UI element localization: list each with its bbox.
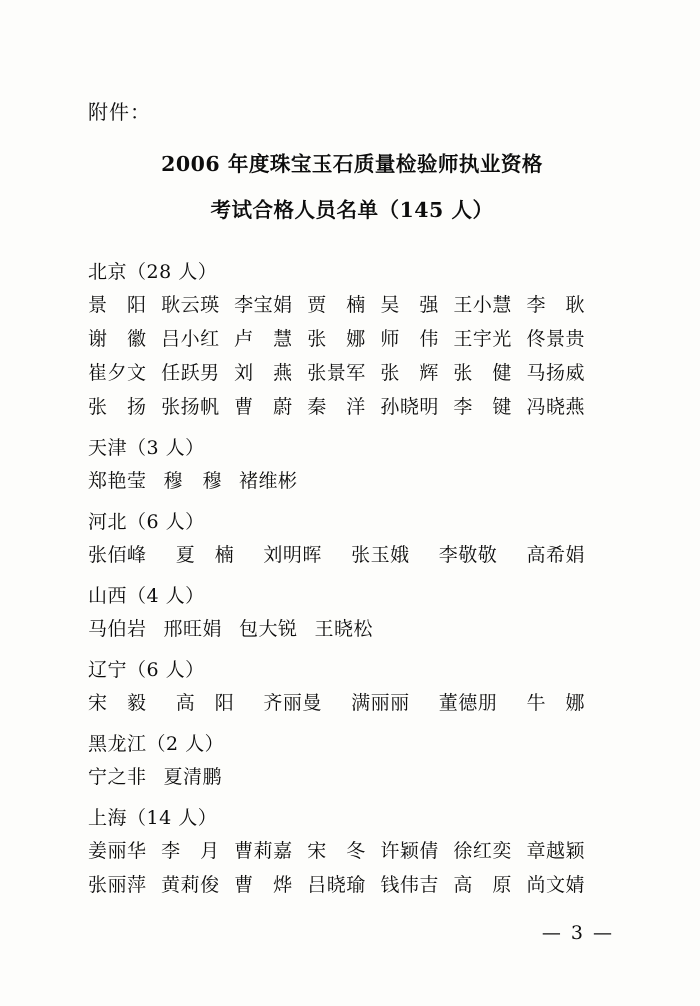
person-name: 宋 毅 [88, 692, 147, 714]
person-name: 李宝娟 [234, 294, 293, 316]
person-name: 师 伟 [380, 328, 439, 350]
region-heading: 上海（14 人） [88, 807, 218, 829]
person-name: 高 阳 [175, 692, 235, 714]
name-row [88, 466, 608, 493]
person-name: 曹 烨 [234, 874, 293, 896]
region-heading: 黑龙江（2 人） [88, 733, 225, 755]
person-name: 张 扬 [88, 396, 147, 418]
person-name: 李 耿 [526, 294, 585, 316]
name-row [88, 836, 585, 863]
attachment-label: 附件： [88, 100, 151, 124]
person-name: 曹 蔚 [234, 396, 293, 418]
person-name: 刘明晖 [263, 544, 322, 566]
person-name: 卢 慧 [234, 328, 293, 350]
person-name: 张 娜 [307, 328, 366, 350]
person-name: 高希娟 [526, 544, 585, 566]
person-name: 佟景贵 [526, 328, 585, 350]
name-list-sections [88, 257, 608, 897]
person-name: 张丽萍 [88, 874, 147, 896]
person-name: 黄莉俊 [161, 874, 220, 896]
name-row [88, 392, 585, 419]
person-name: 许颖倩 [380, 840, 439, 862]
person-name: 高 原 [453, 874, 512, 896]
person-name: 马扬威 [526, 362, 585, 384]
document-title [96, 147, 608, 223]
region-heading: 山西（4 人） [88, 585, 205, 607]
person-name: 王小慧 [453, 294, 512, 316]
person-name: 徐红奕 [453, 840, 512, 862]
person-name: 牛 娜 [526, 692, 585, 714]
title-line-2: 考试合格人员名单（145 人） [210, 198, 494, 222]
person-name: 李 键 [453, 396, 512, 418]
name-row [88, 540, 585, 567]
person-name: 吕小红 [161, 328, 220, 350]
person-name: 褚维彬 [239, 470, 298, 492]
person-name: 李 月 [161, 840, 220, 862]
person-name: 宁之非 [88, 766, 147, 788]
person-name: 崔夕文 [88, 362, 147, 384]
person-name: 任跃男 [161, 362, 220, 384]
person-name: 郑艳莹 [88, 470, 147, 492]
person-name: 包大锐 [239, 618, 298, 640]
person-name: 夏 楠 [175, 544, 235, 566]
person-name: 张佰峰 [88, 544, 147, 566]
person-name: 吕晓瑜 [307, 874, 366, 896]
person-name: 马伯岩 [88, 618, 147, 640]
name-row [88, 614, 608, 641]
region-heading: 辽宁（6 人） [88, 659, 205, 681]
person-name: 贾 楠 [307, 294, 366, 316]
name-row [88, 324, 585, 351]
person-name: 张 辉 [380, 362, 439, 384]
person-name: 冯晓燕 [526, 396, 585, 418]
person-name: 孙晓明 [380, 396, 439, 418]
person-name: 姜丽华 [88, 840, 147, 862]
title-line-1: 2006 年度珠宝玉石质量检验师执业资格 [161, 152, 543, 176]
person-name: 满丽丽 [351, 692, 410, 714]
region-heading: 天津（3 人） [88, 437, 205, 459]
person-name: 宋 冬 [307, 840, 366, 862]
person-name: 张扬帆 [161, 396, 220, 418]
person-name: 谢 徽 [88, 328, 147, 350]
document-content [88, 96, 608, 904]
person-name: 董德朋 [438, 692, 498, 714]
person-name: 刘 燕 [234, 362, 293, 384]
person-name: 夏清鹏 [163, 766, 223, 788]
page-number: — 3 — [541, 922, 614, 944]
person-name: 钱伟吉 [380, 874, 439, 896]
person-name: 景 阳 [88, 294, 147, 316]
name-row [88, 762, 608, 789]
person-name: 秦 洋 [307, 396, 366, 418]
name-row [88, 290, 585, 317]
name-row [88, 688, 585, 715]
person-name: 王宇光 [453, 328, 512, 350]
person-name: 耿云瑛 [161, 294, 220, 316]
person-name: 王晓松 [314, 618, 374, 640]
region-heading: 北京（28 人） [88, 261, 218, 283]
person-name: 尚文婧 [526, 874, 585, 896]
person-name: 邢旺娟 [163, 618, 223, 640]
person-name: 章越颖 [526, 840, 585, 862]
name-row [88, 870, 585, 897]
person-name: 曹莉嘉 [234, 840, 293, 862]
person-name: 张玉娥 [351, 544, 410, 566]
person-name: 吴 强 [380, 294, 439, 316]
person-name: 穆 穆 [163, 470, 223, 492]
region-heading: 河北（6 人） [88, 511, 205, 533]
person-name: 李敬敬 [438, 544, 498, 566]
person-name: 张 健 [453, 362, 512, 384]
person-name: 张景军 [307, 362, 366, 384]
name-row [88, 358, 585, 385]
person-name: 齐丽曼 [263, 692, 322, 714]
